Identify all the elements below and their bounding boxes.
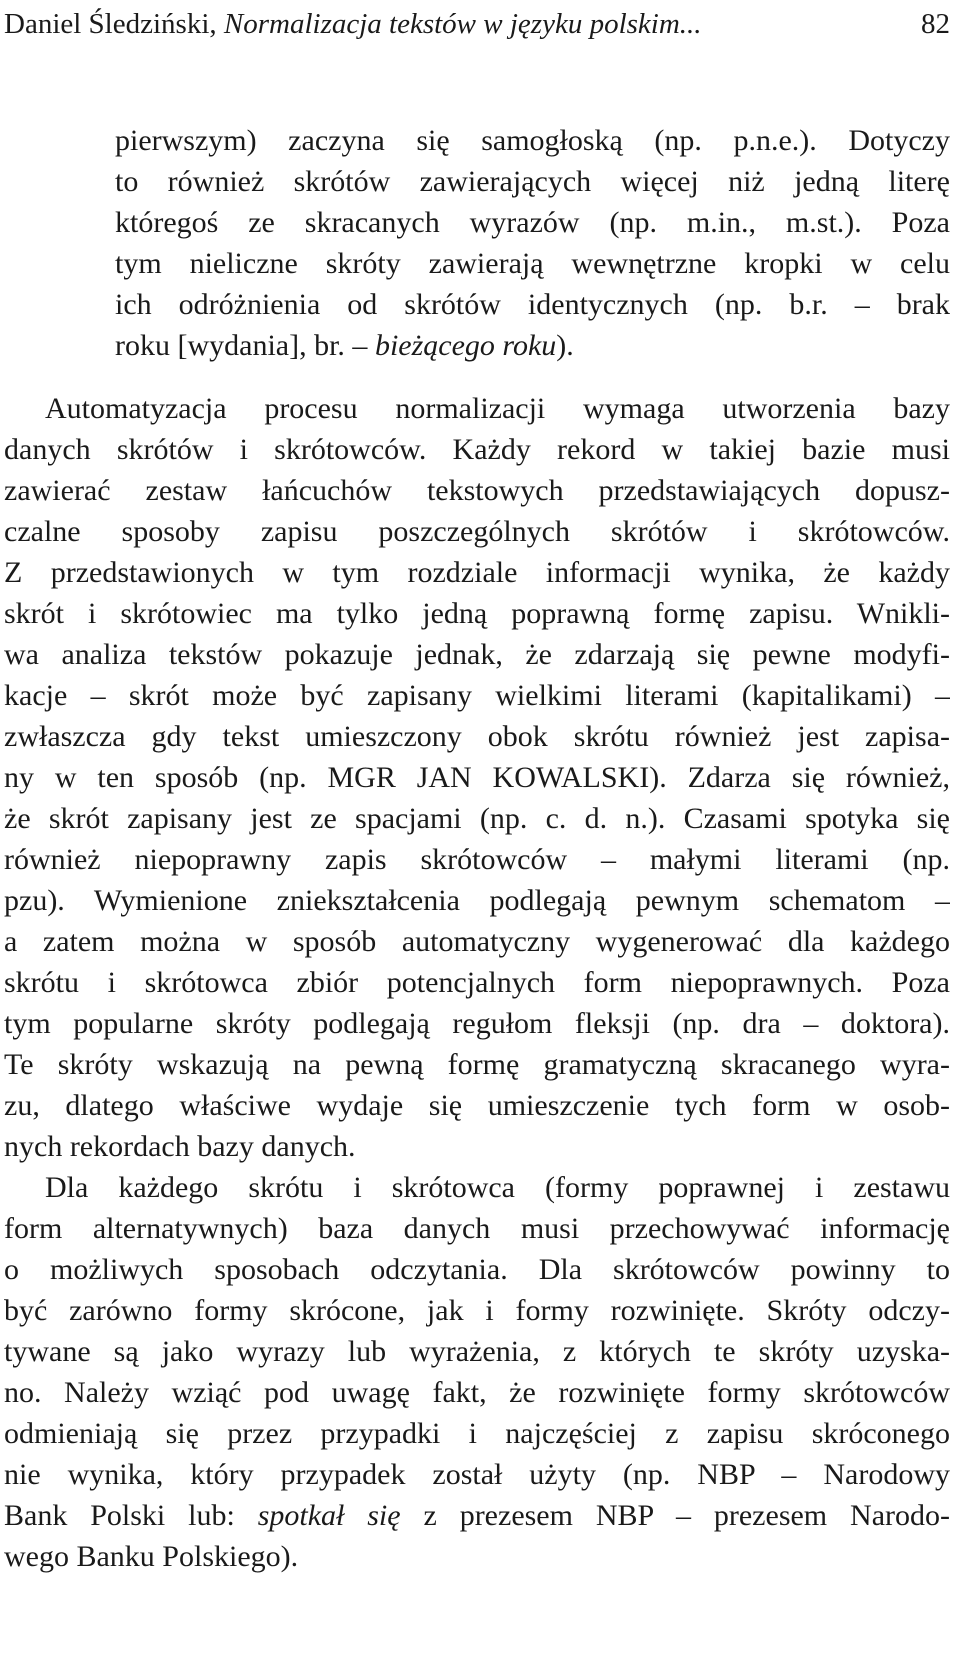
body-text [4,120,950,1577]
text-line: pzu). Wymienione zniekształcenia podlegają pewnym schematom – [4,884,950,917]
text-line: pierwszym) zaczyna się samogłoską (np. p.n.e.). Dotyczy [115,124,950,157]
text-line: zawierać zestaw łańcuchów tekstowych przedstawiających dopusz- [4,474,950,507]
text-line: form alternatywnych) baza danych musi przechowywać informację [4,1212,950,1245]
text-line: Te skróty wskazują na pewną formę gramatyczną skracanego wyra- [4,1048,950,1081]
text-line: tywane są jako wyrazy lub wyrażenia, z których te skróty uzyska- [4,1335,950,1368]
italic-text-segment: bieżącego roku [374,329,557,362]
text-line: no. Należy wziąć pod uwagę fakt, że rozwinięte formy skrótowców [4,1376,950,1409]
text-line: że skrót zapisany jest ze spacjami (np. c. d. n.). Czasami spotyka się [4,802,950,835]
text-line: nych rekordach bazy danych. [4,1130,356,1163]
text-line: tym nieliczne skróty zawierają wewnętrzne kropki w celu [115,247,950,280]
paragraph-automation [4,388,950,1167]
text-line: czalne sposoby zapisu poszczególnych skrótów i skrótowców. [4,515,950,548]
text-line: tym popularne skróty podlegają regułom fleksji (np. dra – doktora). [4,1007,950,1040]
page-number: 82 [921,8,950,40]
running-head-author: Daniel Śledziński, [4,8,224,40]
text-segment: ). [556,329,574,362]
text-line: któregoś ze skracanych wyrazów (np. m.in., m.st.). Poza [115,206,950,239]
text-line: Automatyzacja procesu normalizacji wymaga utworzenia bazy [45,392,950,425]
running-head-book-title: Normalizacja tekstów w języku polskim... [223,8,702,40]
text-line: to również skrótów zawierających więcej niż jedną literę [115,165,950,198]
text-line [4,1495,950,1536]
text-line: wa analiza tekstów pokazuje jednak, że zdarzają się pewne modyfi- [4,638,950,671]
text-line: skrót i skrótowiec ma tylko jedną poprawną formę zapisu. Wnikli- [4,597,950,630]
text-line: również niepoprawny zapis skrótowców – małymi literami (np. [4,843,950,876]
text-line: a zatem można w sposób automatyczny wygenerować dla każdego [4,925,950,958]
text-line: danych skrótów i skrótowców. Każdy rekord w takiej bazie musi [4,433,950,466]
paragraph-gap [4,366,950,388]
text-segment: z prezesem NBP – prezesem Narodo- [400,1499,950,1532]
italic-text-segment: spotkał się [257,1499,401,1532]
text-line: wego Banku Polskiego). [4,1540,299,1573]
text-line: kacje – skrót może być zapisany wielkimi literami (kapitalikami) – [4,679,950,712]
text-line: odmieniają się przez przypadki i najczęściej z zapisu skróconego [4,1417,950,1450]
text-line: zu, dlatego właściwe wydaje się umieszczenie tych form w osob- [4,1089,950,1122]
text-line: zwłaszcza gdy tekst umieszczony obok skrótu również jest zapisa- [4,720,950,753]
text-line: Dla każdego skrótu i skrótowca (formy poprawnej i zestawu [45,1171,950,1204]
text-line: o możliwych sposobach odczytania. Dla skrótowców powinny to [4,1253,950,1286]
running-head-title [4,4,702,44]
text-line: być zarówno formy skrócone, jak i formy rozwinięte. Skróty odczy- [4,1294,950,1327]
text-segment: Bank Polski lub: [4,1499,258,1532]
text-line [4,325,950,366]
continued-list-paragraph [4,120,950,366]
text-segment: roku [wydania], br. – [115,329,375,362]
text-line: Z przedstawionych w tym rozdziale informacji wynika, że każdy [4,556,950,589]
text-line: ich odróżnienia od skrótów identycznych (np. b.r. – brak [115,288,950,321]
text-line: skrótu i skrótowca zbiór potencjalnych form niepoprawnych. Poza [4,966,950,999]
running-head [4,4,950,44]
paragraph-reading-forms [4,1167,950,1577]
text-line: nie wynika, który przypadek został użyty (np. NBP – Narodowy [4,1458,950,1491]
text-line: ny w ten sposób (np. MGR JAN KOWALSKI). Zdarza się również, [4,761,950,794]
